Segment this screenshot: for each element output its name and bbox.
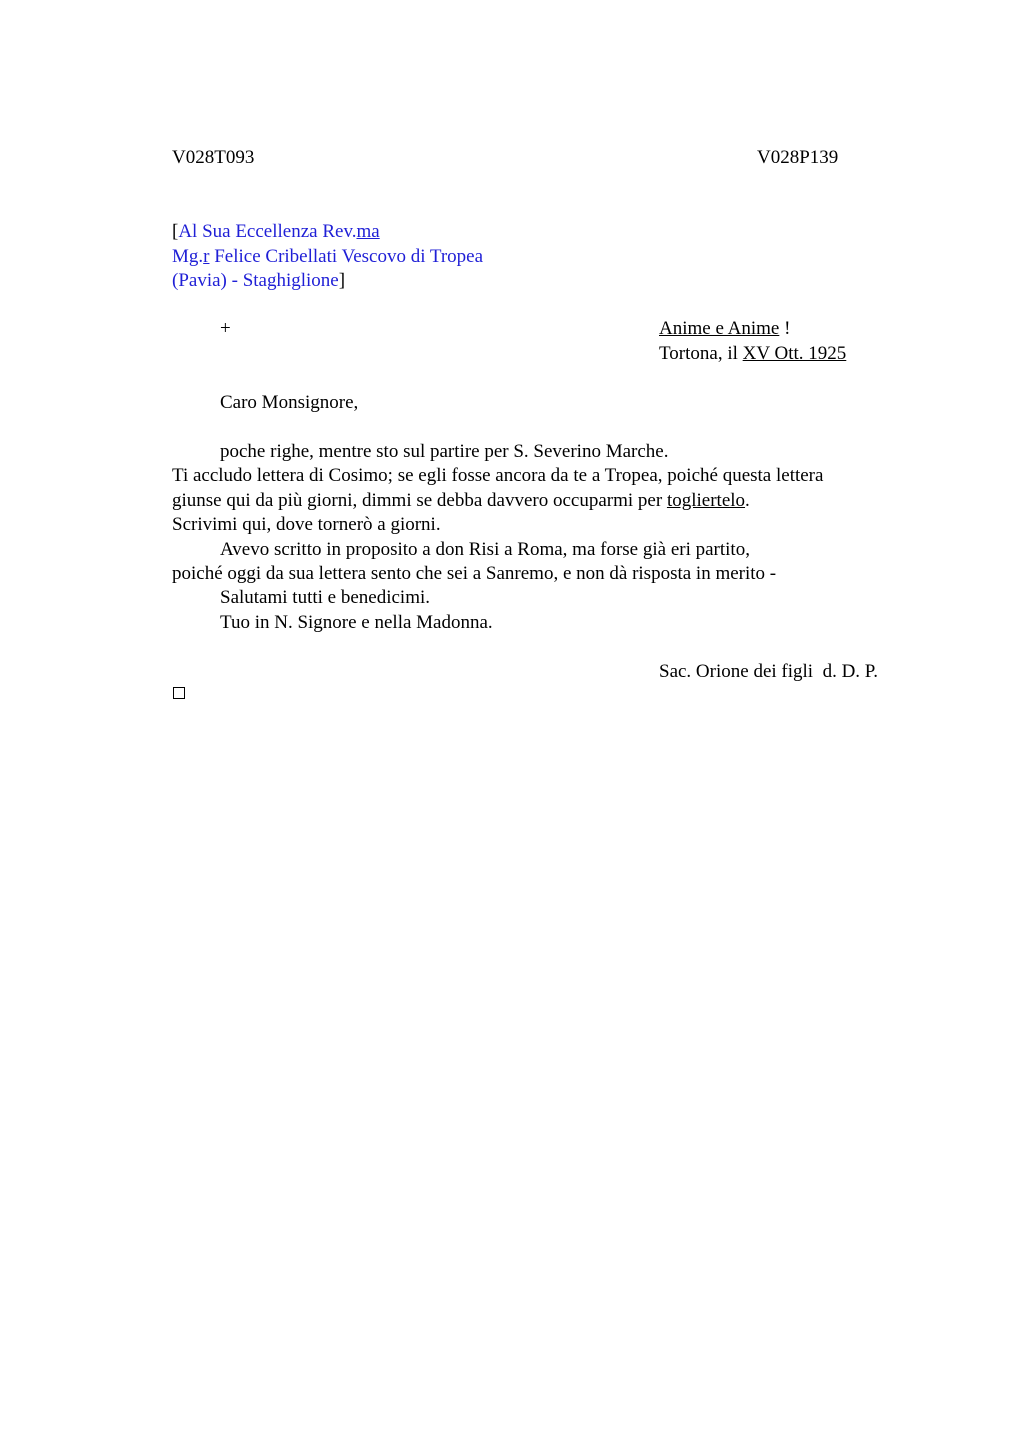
document-code-right: V028P139 — [757, 147, 839, 168]
address-line-2 — [172, 245, 483, 269]
document-code-left: V028T093 — [172, 147, 255, 168]
address-close-bracket: ] — [338, 270, 346, 291]
body-line-3 — [172, 489, 750, 513]
body-line-3-suffix: . — [745, 490, 750, 511]
body-line-5: Avevo scritto in proposito a don Risi a Roma, ma forse già eri partito, — [220, 539, 750, 560]
salutation: Caro Monsignore, — [220, 392, 359, 413]
address-line-3-text: (Pavia) - Staghiglione — [172, 270, 339, 291]
address-line-1-text: Al Sua Eccellenza Rev. — [178, 221, 357, 242]
motto — [659, 317, 790, 341]
letter-date: XV Ott. 1925 — [742, 343, 847, 364]
body-line-4: Scrivimi qui, dove tornerò a giorni. — [172, 514, 441, 535]
place-date-prefix: Tortona, il — [659, 343, 743, 364]
motto-text: Anime e Anime — [659, 318, 780, 339]
body-line-3-underlined: togliertelo — [666, 490, 746, 511]
body-line-3-prefix: giunse qui da più giorni, dimmi se debba davvero occuparmi per — [172, 490, 667, 511]
body-line-7: Salutami tutti e benedicimi. — [220, 587, 431, 608]
place-date — [659, 342, 846, 366]
address-line-3 — [172, 269, 345, 293]
address-line-1 — [172, 220, 380, 244]
body-line-1: poche righe, mentre sto sul partire per S. Severino Marche. — [220, 441, 669, 462]
cross-symbol: + — [220, 318, 231, 339]
motto-suffix: ! — [779, 318, 791, 339]
body-line-2: Ti accludo lettera di Cosimo; se egli fosse ancora da te a Tropea, poiché questa lettera — [172, 465, 824, 486]
address-line-2-text: Felice Cribellati Vescovo di Tropea — [209, 246, 484, 267]
signature: Sac. Orione dei figli d. D. P. — [659, 661, 879, 682]
body-line-6: poiché oggi da sua lettera sento che sei a Sanremo, e non dà risposta in merito - — [172, 563, 777, 584]
address-line-2-abbrev: r — [203, 246, 210, 267]
end-marker-box-icon — [173, 687, 185, 699]
address-line-2-prefix: Mg. — [172, 246, 204, 267]
address-line-1-abbrev: ma — [356, 221, 380, 242]
body-line-8: Tuo in N. Signore e nella Madonna. — [220, 612, 493, 633]
address-open-bracket: [ — [172, 221, 179, 242]
